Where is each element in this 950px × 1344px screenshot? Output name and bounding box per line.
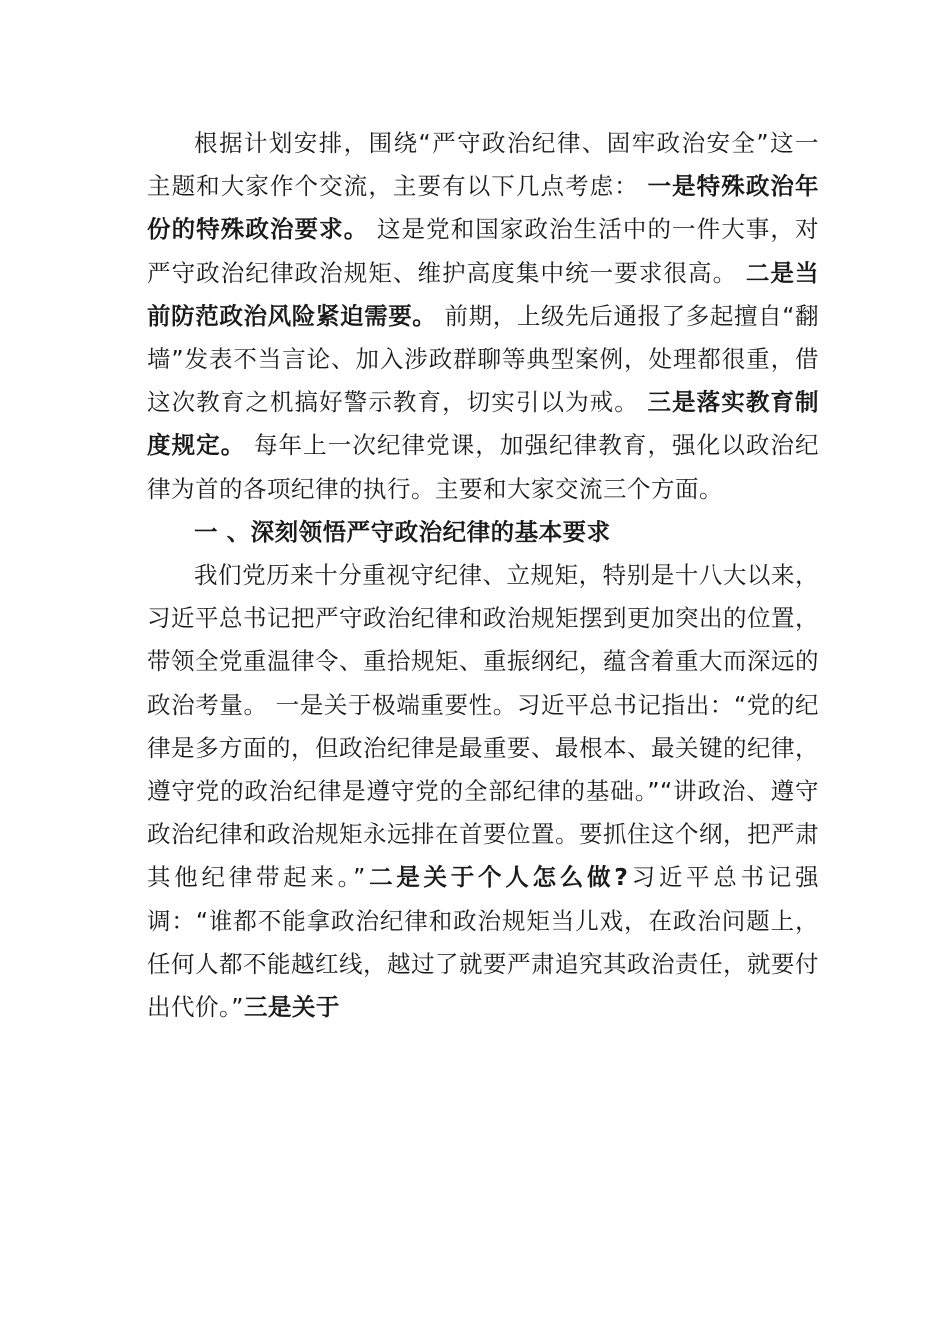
section-1-point-3: 三是关于 [243, 993, 340, 1022]
section-1-text-2: 习近平总书记强调：“谁都不能拿政治纪律和政治规矩当儿戏，在政治问题上，任何人都不能越红线，越过了就要严肃追究其政治责任，就要付出代价。” [147, 863, 820, 1022]
intro-text-4: 每年上一次纪律党课，加强纪律教育，强化以政治纪律为首的各项纪律的执行。主要和大家交流三个方面。 [147, 431, 820, 503]
intro-text-1: 根据计划安排，围绕“严守政治纪律、固牢政治安全”这一主题和大家作个交流，主要有以下几点考虑： [147, 129, 819, 201]
intro-text-2: 这是党和国家政治生活中的一件大事，对严守政治纪律政治规矩、维护高度集中统一要求很高。 [147, 215, 820, 287]
section-1-heading-text: 一 、深刻领悟严守政治纪律的基本要求 [194, 517, 611, 546]
intro-paragraph [147, 122, 819, 511]
section-1-text-1: 我们党历来十分重视守纪律、立规矩，特别是十八大以来，习近平总书记把严守政治纪律和政治规矩摆到更加突出的位置，带领全党重温律令、重拾规矩、重振纲纪，蕴含着重大而深远的政治考量。 一是关于极端重要性。习近平总书记指出：“党的纪律是多方面的，但政治纪律是最重要、最根本、最关键的纪律，遵守党的政治纪律是遵守党的全部纪律的基础。”“讲政治、遵守政治纪律和政治规矩永远排在首要位置。要抓住这个纲，把严肃其他纪律带起来。” [147, 561, 819, 892]
intro-text-3: 前期，上级先后通报了多起擅自“翻墙”发表不当言论、加入涉政群聊等典型案例，处理都很重，借这次教育之机搞好警示教育，切实引以为戒。 [147, 301, 819, 417]
section-1-paragraph [147, 554, 819, 1029]
section-1-heading [147, 511, 819, 554]
section-1-point-2: 二是关于个人怎么做? [365, 863, 629, 892]
intro-point-1: 一是特殊政治年份的特殊政治要求。 [147, 172, 820, 244]
intro-point-2: 二是当前防范政治风险紧迫需要。 [147, 258, 820, 330]
intro-point-3: 三是落实教育制度规定。 [147, 388, 820, 460]
document-body [147, 122, 819, 1029]
